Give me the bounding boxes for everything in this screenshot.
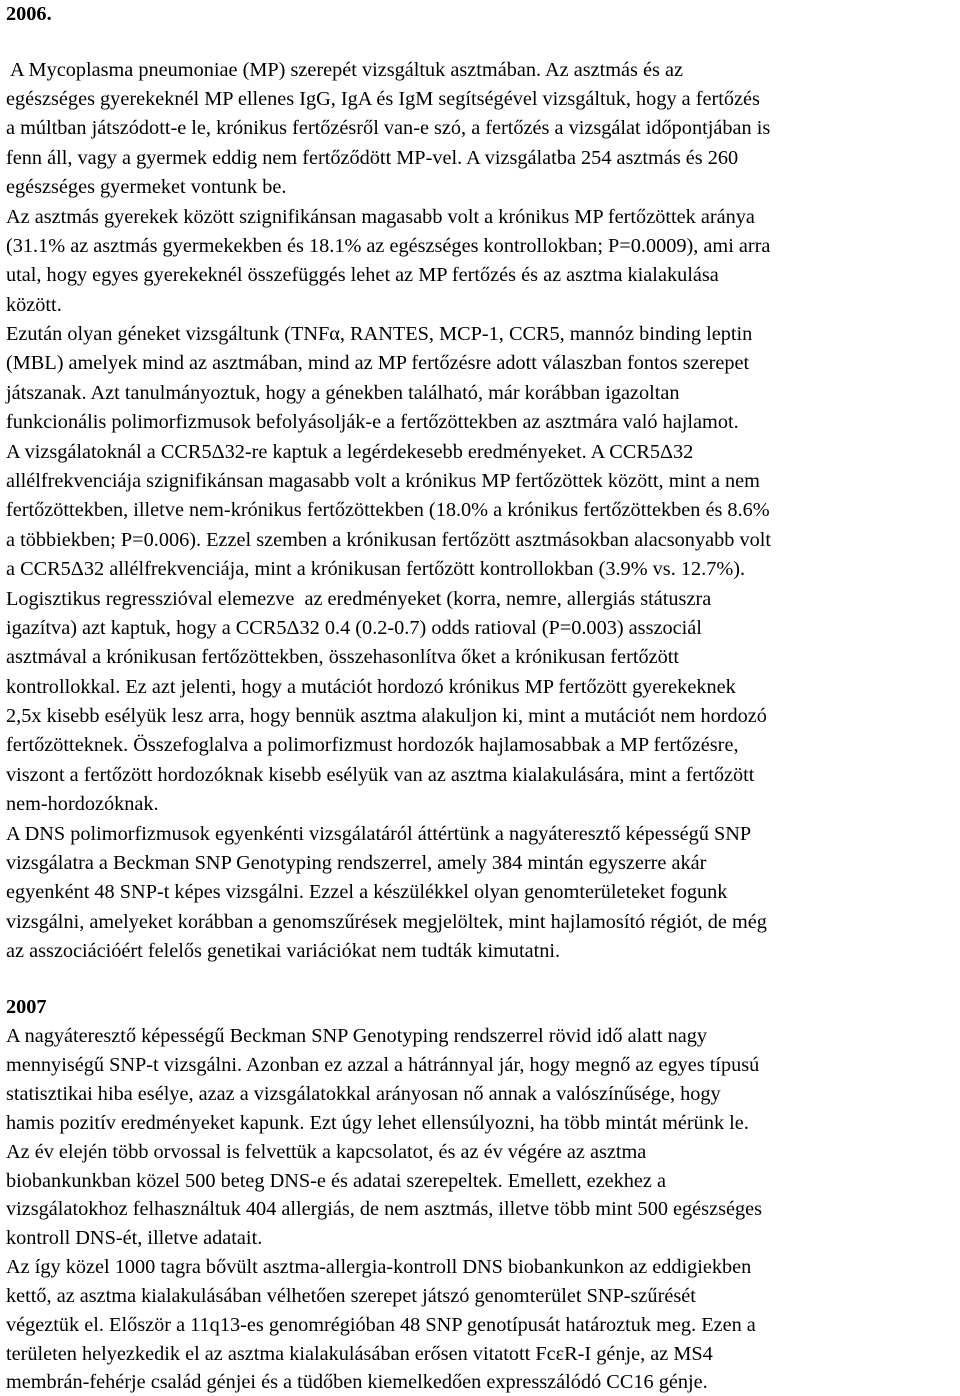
text-line: A vizsgálatoknál a CCR5Δ32-re kaptuk a legérdekesebb eredményeket. A CCR5Δ32 <box>6 441 694 463</box>
text-line: igazítva) azt kaptuk, hogy a CCR5Δ32 0.4 (0.2-0.7) odds ratioval (P=0.003) asszociál <box>6 617 702 639</box>
text-line: allélfrekvenciája szignifikánsan magasabb volt a krónikus MP fertőzöttek között, mint a nem <box>6 470 760 492</box>
text-line: fertőzöttekben, illetve nem-krónikus fertőzöttekben (18.0% a krónikus fertőzöttekben és 8.6% <box>6 499 770 521</box>
text-line: egyenként 48 SNP-t képes vizsgálni. Ezzel a készülékkel olyan genomterületeket fogunk <box>6 881 728 903</box>
text-line: a múltban játszódott-e le, krónikus fertőzésről van-e szó, a fertőzés a vizsgálat időpontjában is <box>6 117 771 139</box>
text-line: statisztikai hiba esélye, azaz a vizsgálatokkal arányosan nő annak a valószínűsége, hogy <box>6 1083 721 1105</box>
text-line: funkcionális polimorfizmusok befolyásolják-e a fertőzöttekben az asztmára való hajlamot. <box>6 411 739 433</box>
text-line: között. <box>6 294 62 316</box>
text-line: biobankunkban közel 500 beteg DNS-e és adatai szerepeltek. Emellett, ezekhez a <box>6 1170 666 1192</box>
text-line: az asszociációért felelős genetikai variációkat nem tudták kimutatni. <box>6 940 561 962</box>
text-line: fenn áll, vagy a gyermek eddig nem fertőződött MP-vel. A vizsgálatba 254 asztmás és 260 <box>6 147 739 169</box>
text-line: Az év elején több orvossal is felvettük a kapcsolatot, és az év végére az asztma <box>6 1141 647 1163</box>
text-line: területen helyezkedik el az asztma kialakulásában erősen vitatott FcεR-I génje, az MS4 <box>6 1343 713 1365</box>
text-line: Ezután olyan géneket vizsgáltunk (TNFα, RANTES, MCP-1, CCR5, mannóz binding leptin <box>6 323 753 345</box>
text-line: egészséges gyermeket vontunk be. <box>6 176 287 198</box>
text-line: egészséges gyerekeknél MP ellenes IgG, IgA és IgM segítségével vizsgáltuk, hogy a fertőzés <box>6 88 760 110</box>
text-line: membrán-fehérje család génjei és a tüdőben kiemelkedően expresszálódó CC16 génje. <box>6 1371 708 1393</box>
text-line: utal, hogy egyes gyerekeknél összefüggés lehet az MP fertőzés és az asztma kialakulása <box>6 264 719 286</box>
text-line: viszont a fertőzött hordozóknak kisebb esélyük van az asztma kialakulására, mint a fertőzött <box>6 764 755 786</box>
text-line: fertőzötteknek. Összefoglalva a polimorfizmust hordozók hajlamosabbak a MP fertőzésre, <box>6 734 739 756</box>
text-line: kettő, az asztma kialakulásában vélhetően szerepet játszó genomterület SNP-szűrését <box>6 1285 696 1307</box>
heading-2006: 2006. <box>6 3 52 25</box>
text-line: A nagyáteresztő képességű Beckman SNP Genotyping rendszerrel rövid idő alatt nagy <box>6 1025 708 1047</box>
text-line: nem-hordozóknak. <box>6 793 159 815</box>
text-line: kontrollokkal. Ez azt jelenti, hogy a mutációt hordozó krónikus MP fertőzött gyerekeknek <box>6 676 736 698</box>
text-line: Az így közel 1000 tagra bővült asztma-allergia-kontroll DNS biobankunkon az eddigiekben <box>6 1256 752 1278</box>
text-line: vizsgálatokhoz felhasználtuk 404 allergiás, de nem asztmás, illetve több mint 500 egészséges <box>6 1198 763 1220</box>
text-line: A Mycoplasma pneumoniae (MP) szerepét vizsgáltuk asztmában. Az asztmás és az <box>6 59 683 81</box>
text-line: (MBL) amelyek mind az asztmában, mind az MP fertőzésre adott válaszban fontos szerepet <box>6 352 750 374</box>
text-line: kontroll DNS-ét, illetve adatait. <box>6 1227 263 1249</box>
text-line: 2,5x kisebb esélyük lesz arra, hogy bennük asztma alakuljon ki, mint a mutációt nem hordozó <box>6 705 767 727</box>
text-line: asztmával a krónikusan fertőzöttekben, összehasonlítva őket a krónikusan fertőzött <box>6 646 680 668</box>
text-line: végeztük el. Először a 11q13-es genomrégióban 48 SNP genotípusát határoztuk meg. Ezen a <box>6 1314 756 1336</box>
text-line: A DNS polimorfizmusok egyenkénti vizsgálatáról áttértünk a nagyáteresztő képességű SNP <box>6 823 752 845</box>
text-line: a CCR5Δ32 allélfrekvenciája, mint a krónikusan fertőzött kontrollokban (3.9% vs. 12.7%). <box>6 558 746 580</box>
text-line: mennyiségű SNP-t vizsgálni. Azonban ez azzal a hátránnyal jár, hogy megnő az egyes típusú <box>6 1054 760 1076</box>
text-line: játszanak. Azt tanulmányoztuk, hogy a génekben található, már korábban igazoltan <box>6 382 680 404</box>
text-line: (31.1% az asztmás gyermekekben és 18.1% az egészséges kontrollokban; P=0.0009), ami arra <box>6 235 771 257</box>
text-line: Az asztmás gyerekek között szignifikánsan magasabb volt a krónikus MP fertőzöttek aránya <box>6 206 755 228</box>
text-line: vizsgálni, amelyeket korábban a genomszűrések megjelöltek, mint hajlamosító régiót, de még <box>6 911 767 933</box>
heading-2007: 2007 <box>6 996 47 1018</box>
text-line: Logisztikus regresszióval elemezve az eredményeket (korra, nemre, allergiás státuszra <box>6 588 712 610</box>
text-line: a többiekben; P=0.006). Ezzel szemben a krónikusan fertőzött asztmásokban alacsonyabb volt <box>6 529 771 551</box>
text-line: vizsgálatra a Beckman SNP Genotyping rendszerrel, amely 384 mintán egyszerre akár <box>6 852 707 874</box>
text-line: hamis pozitív eredményeket kapunk. Ezt úgy lehet ellensúlyozni, ha több mintát mérünk le. <box>6 1112 749 1134</box>
